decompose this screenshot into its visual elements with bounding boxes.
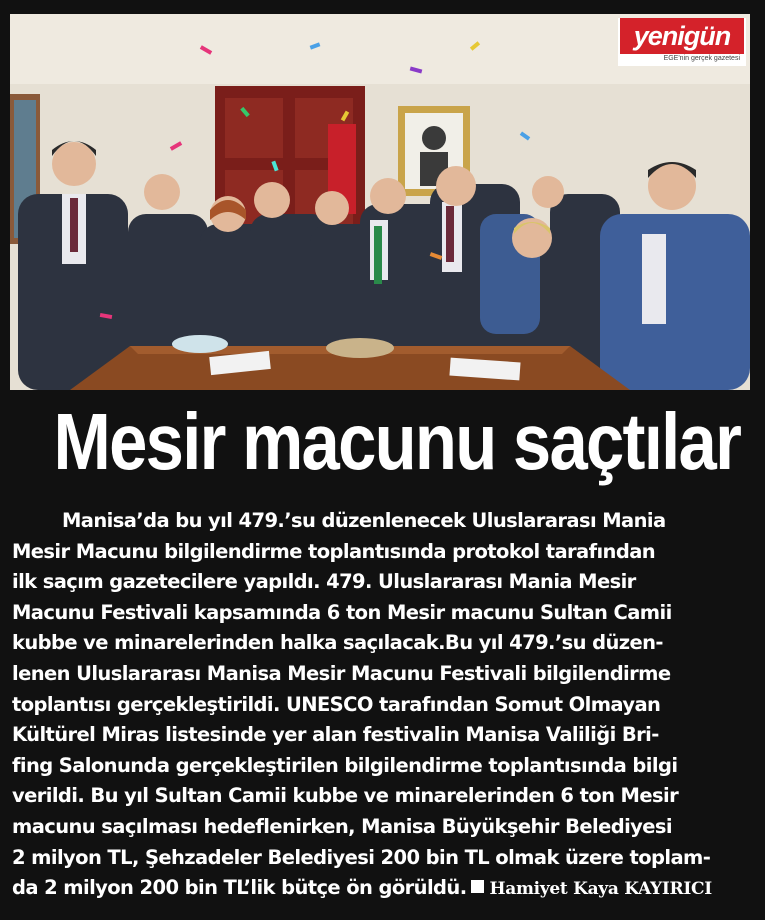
byline: Hamiyet Kaya KAYIRICI — [489, 879, 712, 900]
body-line: Macunu Festivali kapsamında 6 ton Mesir macunu Sultan Camii — [12, 600, 672, 624]
body-line: toplantısı gerçekleştirildi. UNESCO tarafından Somut Olmayan — [12, 692, 661, 716]
body-line: Manisa’da bu yıl 479.’su düzenlenecek Uluslararası Mania — [62, 509, 666, 532]
news-photo — [10, 14, 750, 390]
square-bullet-icon — [471, 880, 484, 893]
press-photo-icon — [10, 14, 750, 390]
body-line: lenen Uluslararası Manisa Mesir Macunu Festivali bilgilendirme — [12, 661, 671, 685]
body-line: ilk saçım gazetecilere yapıldı. 479. Uluslararası Mania Mesir — [12, 570, 636, 594]
body-line: verildi. Bu yıl Sultan Camii kubbe ve minarelerinden 6 ton Mesir — [12, 784, 679, 808]
body-line-last — [12, 873, 754, 905]
logo-name: yenigün — [620, 18, 744, 54]
body-line: kubbe ve minarelerinden halka saçılacak.Bu yıl 479.’su düzen- — [12, 631, 663, 655]
newspaper-logo — [618, 18, 746, 66]
body-line: macunu saçılması hedeflenirken, Manisa Büyükşehir Belediyesi — [12, 814, 673, 838]
body-line: 2 milyon TL, Şehzadeler Belediyesi 200 bin TL olmak üzere toplam- — [12, 845, 711, 869]
logo-tagline: EGE'nin gerçek gazetesi — [663, 55, 740, 62]
body-line: fing Salonunda gerçekleştirilen bilgilendirme toplantısında bilgi — [12, 753, 678, 777]
last-line-text: da 2 milyon 200 bin TL’lik bütçe ön görüldü. — [12, 876, 467, 900]
article-body — [12, 506, 754, 905]
body-line: Mesir Macunu bilgilendirme toplantısında protokol tarafından — [12, 539, 656, 563]
body-line: Kültürel Miras listesinde yer alan festivalin Manisa Valiliği Bri- — [12, 723, 659, 747]
headline: Mesir macunu saçtılar — [53, 397, 741, 486]
